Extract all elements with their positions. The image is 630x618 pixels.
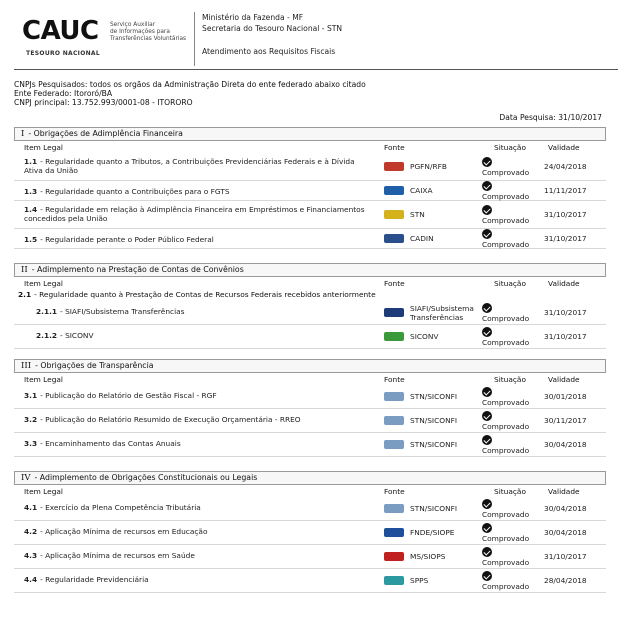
check-circle-icon xyxy=(482,327,492,337)
section-roman-numeral: III xyxy=(21,361,32,371)
caixa-logo-icon xyxy=(384,186,404,195)
validade-date: 30/11/2017 xyxy=(544,416,587,425)
item-number: 4.2 xyxy=(24,527,38,536)
situacao-status xyxy=(482,205,529,225)
situacao-label: Comprovado xyxy=(482,240,530,249)
cadin-logo-icon xyxy=(384,234,404,243)
item-legal xyxy=(24,187,369,196)
report-header xyxy=(14,8,618,70)
spps-logo-icon xyxy=(384,576,404,585)
item-text: - SIAFI/Subsistema Transferências xyxy=(60,307,185,316)
column-header-situacao: Situação xyxy=(494,279,526,288)
item-number: 4.4 xyxy=(24,575,38,584)
siafi-logo-icon xyxy=(384,308,404,317)
section-title xyxy=(14,263,606,277)
subsection-text: - Regularidade quanto à Prestação de Contas de Recursos Federais recebidos anteriormente xyxy=(34,290,376,299)
item-legal xyxy=(24,527,369,536)
column-headers xyxy=(14,141,606,153)
item-text: - Exercício da Plena Competência Tributária xyxy=(40,503,201,512)
item-legal xyxy=(24,415,369,424)
item-number: 3.2 xyxy=(24,415,38,424)
fonte-name: STN/SICONFI xyxy=(410,416,458,425)
column-header-item: Item Legal xyxy=(24,143,63,152)
section-ii xyxy=(14,263,606,349)
situacao-label: Comprovado xyxy=(482,582,530,591)
situacao-status xyxy=(482,387,529,407)
item-number: 1.1 xyxy=(24,157,38,166)
section-roman-numeral: I xyxy=(21,129,25,139)
fonte-name: FNDE/SIOPE xyxy=(410,528,455,537)
item-text: - Regularidade em relação à Adimplência Financeira em Empréstimos e Financiamentos concedidos pela União xyxy=(24,205,365,223)
item-number: 2.1.1 xyxy=(36,307,58,316)
section-roman-numeral: IV xyxy=(21,473,31,483)
column-header-validade: Validade xyxy=(548,143,580,152)
item-text: - Publicação do Relatório de Gestão Fiscal - RGF xyxy=(40,391,217,400)
validade-date: 30/01/2018 xyxy=(544,392,587,401)
situacao-status xyxy=(482,411,529,431)
logo-desc-line: Transferências Voluntárias xyxy=(110,36,187,42)
table-row xyxy=(14,409,606,433)
situacao-status xyxy=(482,303,529,323)
fonte-name: SPPS xyxy=(410,576,429,585)
logo-desc-line: Serviço Auxiliar xyxy=(110,22,156,28)
section-i xyxy=(14,127,606,249)
section-title-text: - Obrigações de Transparência xyxy=(35,361,154,370)
situacao-label: Comprovado xyxy=(482,422,530,431)
column-headers xyxy=(14,373,606,385)
situacao-status xyxy=(482,157,529,177)
item-number: 1.3 xyxy=(24,187,38,196)
section-iv xyxy=(14,471,606,593)
validade-date: 31/10/2017 xyxy=(544,210,587,219)
subsection-header xyxy=(14,289,606,301)
situacao-label: Comprovado xyxy=(482,510,530,519)
check-circle-icon xyxy=(482,411,492,421)
item-legal xyxy=(24,575,369,584)
table-row xyxy=(14,497,606,521)
column-header-validade: Validade xyxy=(548,487,580,496)
situacao-status xyxy=(482,523,529,543)
fonte-name: PGFN/RFB xyxy=(410,162,447,171)
item-legal xyxy=(24,439,369,448)
table-row xyxy=(14,181,606,201)
situacao-status xyxy=(482,547,529,567)
validade-date: 24/04/2018 xyxy=(544,162,587,171)
cnpj-principal: CNPJ principal: 13.752.993/0001-08 - ITORORO xyxy=(14,98,193,108)
fonte-name: CADIN xyxy=(410,234,434,243)
subsection-number: 2.1 xyxy=(18,290,32,299)
item-text: - Aplicação Mínima de recursos em Saúde xyxy=(40,551,195,560)
siconv-logo-icon xyxy=(384,332,404,341)
siops-logo-icon xyxy=(384,552,404,561)
item-text: - Publicação do Relatório Resumido de Execução Orçamentária - RREO xyxy=(40,415,301,424)
column-header-fonte: Fonte xyxy=(384,375,405,384)
item-legal xyxy=(24,205,369,223)
situacao-status xyxy=(482,327,529,347)
item-legal xyxy=(24,235,369,244)
situacao-status xyxy=(482,435,529,455)
column-headers xyxy=(14,485,606,497)
table-row xyxy=(14,521,606,545)
situacao-label: Comprovado xyxy=(482,398,530,407)
logo-wordmark: CAUC xyxy=(22,16,99,46)
column-header-validade: Validade xyxy=(548,375,580,384)
data-pesquisa: Data Pesquisa: 31/10/2017 xyxy=(499,113,602,122)
secretariat-line: Secretaria do Tesouro Nacional - STN xyxy=(202,24,343,33)
column-headers xyxy=(14,277,606,289)
situacao-status xyxy=(482,499,529,519)
column-header-item: Item Legal xyxy=(24,375,63,384)
item-text: - Regularidade perante o Poder Público Federal xyxy=(40,235,214,244)
table-row xyxy=(14,229,606,249)
item-text: - SICONV xyxy=(60,331,94,340)
situacao-label: Comprovado xyxy=(482,446,530,455)
validade-date: 31/10/2017 xyxy=(544,332,587,341)
situacao-label: Comprovado xyxy=(482,558,530,567)
validade-date: 30/04/2018 xyxy=(544,528,587,537)
situacao-label: Comprovado xyxy=(482,314,530,323)
section-title xyxy=(14,127,606,141)
fonte-name: SIAFI/Subsistema Transferências xyxy=(410,304,474,322)
item-legal xyxy=(24,503,369,512)
table-row xyxy=(14,545,606,569)
section-title-text: - Adimplemento de Obrigações Constitucionais ou Legais xyxy=(34,473,258,482)
section-iii xyxy=(14,359,606,457)
siope-logo-icon xyxy=(384,528,404,537)
situacao-label: Comprovado xyxy=(482,534,530,543)
section-title-text: - Obrigações de Adimplência Financeira xyxy=(28,129,183,138)
check-circle-icon xyxy=(482,181,492,191)
check-circle-icon xyxy=(482,229,492,239)
section-title xyxy=(14,359,606,373)
situacao-label: Comprovado xyxy=(482,192,530,201)
check-circle-icon xyxy=(482,499,492,509)
situacao-label: Comprovado xyxy=(482,216,530,225)
siconfi-logo-icon xyxy=(384,440,404,449)
service-line: Atendimento aos Requisitos Fiscais xyxy=(202,47,336,56)
column-header-situacao: Situação xyxy=(494,487,526,496)
situacao-label: Comprovado xyxy=(482,168,530,177)
situacao-status xyxy=(482,181,529,201)
section-title-text: - Adimplemento na Prestação de Contas de Convênios xyxy=(31,265,244,274)
column-header-fonte: Fonte xyxy=(384,279,405,288)
table-row xyxy=(14,385,606,409)
column-header-fonte: Fonte xyxy=(384,487,405,496)
stn-logo-icon xyxy=(384,210,404,219)
header-divider xyxy=(194,12,195,66)
table-row xyxy=(14,153,606,181)
logo-description xyxy=(110,22,194,43)
pgfn-rfb-logo-icon xyxy=(384,162,404,171)
validade-date: 30/04/2018 xyxy=(544,504,587,513)
header-ministry-block xyxy=(202,12,342,57)
check-circle-icon xyxy=(482,523,492,533)
cnpjs-pesquisados: CNPJs Pesquisados: todos os orgãos da Administração Direta do ente federado abaixo citado xyxy=(14,80,366,89)
check-circle-icon xyxy=(482,547,492,557)
fonte-name: SICONV xyxy=(410,332,439,341)
validade-date: 31/10/2017 xyxy=(544,552,587,561)
section-title xyxy=(14,471,606,485)
check-circle-icon xyxy=(482,571,492,581)
column-header-situacao: Situação xyxy=(494,375,526,384)
section-roman-numeral: II xyxy=(21,265,28,275)
item-text: - Regularidade Previdenciária xyxy=(40,575,149,584)
column-header-validade: Validade xyxy=(548,279,580,288)
item-number: 2.1.2 xyxy=(36,331,58,340)
item-text: - Encaminhamento das Contas Anuais xyxy=(40,439,181,448)
table-row xyxy=(14,301,606,325)
check-circle-icon xyxy=(482,205,492,215)
item-text: - Regularidade quanto a Contribuições para o FGTS xyxy=(40,187,230,196)
fonte-name: STN/SICONFI xyxy=(410,392,458,401)
table-row xyxy=(14,569,606,593)
siconfi-logo-icon xyxy=(384,504,404,513)
item-number: 1.5 xyxy=(24,235,38,244)
item-number: 3.1 xyxy=(24,391,38,400)
siconfi-logo-icon xyxy=(384,392,404,401)
logo-desc-line: de Informações para xyxy=(110,29,170,35)
item-text: - Aplicação Mínima de recursos em Educação xyxy=(40,527,208,536)
validade-date: 31/10/2017 xyxy=(544,234,587,243)
search-info xyxy=(14,80,366,108)
item-legal xyxy=(36,331,381,340)
fonte-name: MS/SIOPS xyxy=(410,552,446,561)
column-header-item: Item Legal xyxy=(24,487,63,496)
situacao-status xyxy=(482,229,529,249)
check-circle-icon xyxy=(482,387,492,397)
item-text: - Regularidade quanto a Tributos, a Contribuições Previdenciárias Federais e à Dívida Ativa da União xyxy=(24,157,355,175)
item-legal xyxy=(24,551,369,560)
fonte-name: STN/SICONFI xyxy=(410,504,458,513)
fonte-name: STN/SICONFI xyxy=(410,440,458,449)
fonte-name: STN xyxy=(410,210,425,219)
item-legal xyxy=(36,307,381,316)
validade-date: 11/11/2017 xyxy=(544,186,587,195)
siconfi-logo-icon xyxy=(384,416,404,425)
table-row xyxy=(14,325,606,349)
item-number: 1.4 xyxy=(24,205,38,214)
column-header-fonte: Fonte xyxy=(384,143,405,152)
item-number: 4.1 xyxy=(24,503,38,512)
cauc-logo xyxy=(22,16,192,64)
fonte-name: CAIXA xyxy=(410,186,433,195)
logo-subtitle: TESOURO NACIONAL xyxy=(26,50,100,57)
item-number: 3.3 xyxy=(24,439,38,448)
column-header-situacao: Situação xyxy=(494,143,526,152)
validade-date: 28/04/2018 xyxy=(544,576,587,585)
check-circle-icon xyxy=(482,157,492,167)
column-header-item: Item Legal xyxy=(24,279,63,288)
table-row xyxy=(14,433,606,457)
check-circle-icon xyxy=(482,435,492,445)
item-number: 4.3 xyxy=(24,551,38,560)
situacao-label: Comprovado xyxy=(482,338,530,347)
situacao-status xyxy=(482,571,529,591)
table-row xyxy=(14,201,606,229)
ministry-line: Ministério da Fazenda - MF xyxy=(202,13,304,22)
check-circle-icon xyxy=(482,303,492,313)
item-legal xyxy=(24,157,369,175)
item-legal xyxy=(24,391,369,400)
validade-date: 31/10/2017 xyxy=(544,308,587,317)
ente-federado: Ente Federado: Itororó/BA xyxy=(14,89,113,99)
validade-date: 30/04/2018 xyxy=(544,440,587,449)
